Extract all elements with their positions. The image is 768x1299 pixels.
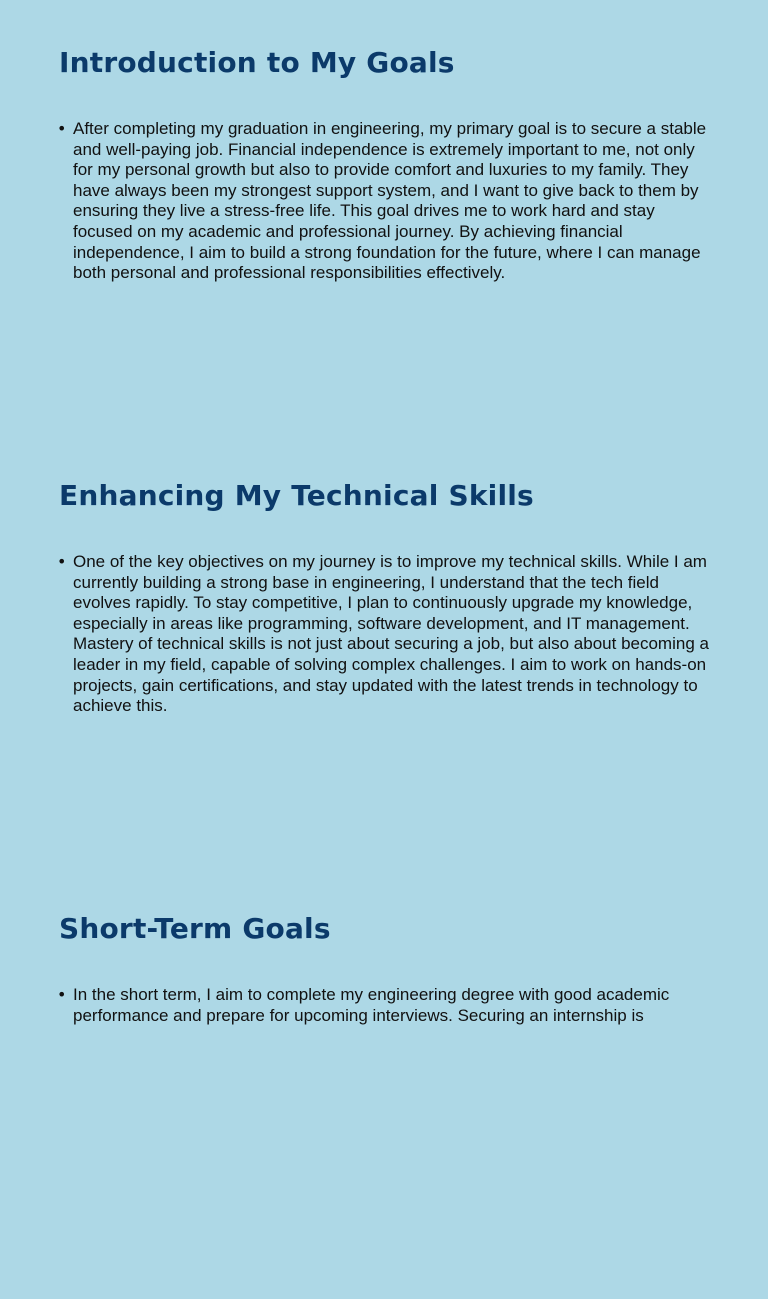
bullet-text: One of the key objectives on my journey is to improve my technical skills. While I am currently building a strong base in engineering, I understand that the tech field evolves rapidly. To stay competitive, I plan to continuously upgrade my knowledge, especially in areas like programming, software development, and IT management. Mastery of technical skills is not just about securing a job, but also about becoming a leader in my field, capable of solving complex challenges. I aim to work on hands-on projects, gain certifications, and stay updated with the latest trends in technology to achieve this. — [73, 552, 709, 716]
bullet-icon: • — [57, 985, 67, 1004]
bullet-icon: • — [57, 119, 67, 138]
slide-title: Short-Term Goals — [59, 912, 331, 945]
slide-introduction — [0, 0, 768, 433]
bullet-text: In the short term, I aim to complete my engineering degree with good academic performance and prepare for upcoming interviews. Securing an internship is — [73, 985, 670, 1025]
bullet-icon: • — [57, 552, 67, 571]
bullet-text: After completing my graduation in engineering, my primary goal is to secure a stable and well-paying job. Financial independence is extremely important to me, not only for my personal growth but also to provide comfort and luxuries to my family. They have always been my strongest support system, and I want to give back to them by ensuring they live a stress-free life. This goal drives me to work hard and stay focused on my academic and professional journey. By achieving financial independence, I aim to build a strong foundation for the future, where I can manage both personal and professional responsibilities effectively. — [73, 119, 707, 283]
slide-title: Introduction to My Goals — [59, 46, 455, 79]
bullet-item — [57, 119, 717, 284]
bullet-item — [57, 552, 717, 717]
slide-title: Enhancing My Technical Skills — [59, 479, 534, 512]
slide-technical-skills — [0, 433, 768, 866]
slide-short-term-goals — [0, 866, 768, 1299]
bullet-item — [57, 985, 717, 1026]
